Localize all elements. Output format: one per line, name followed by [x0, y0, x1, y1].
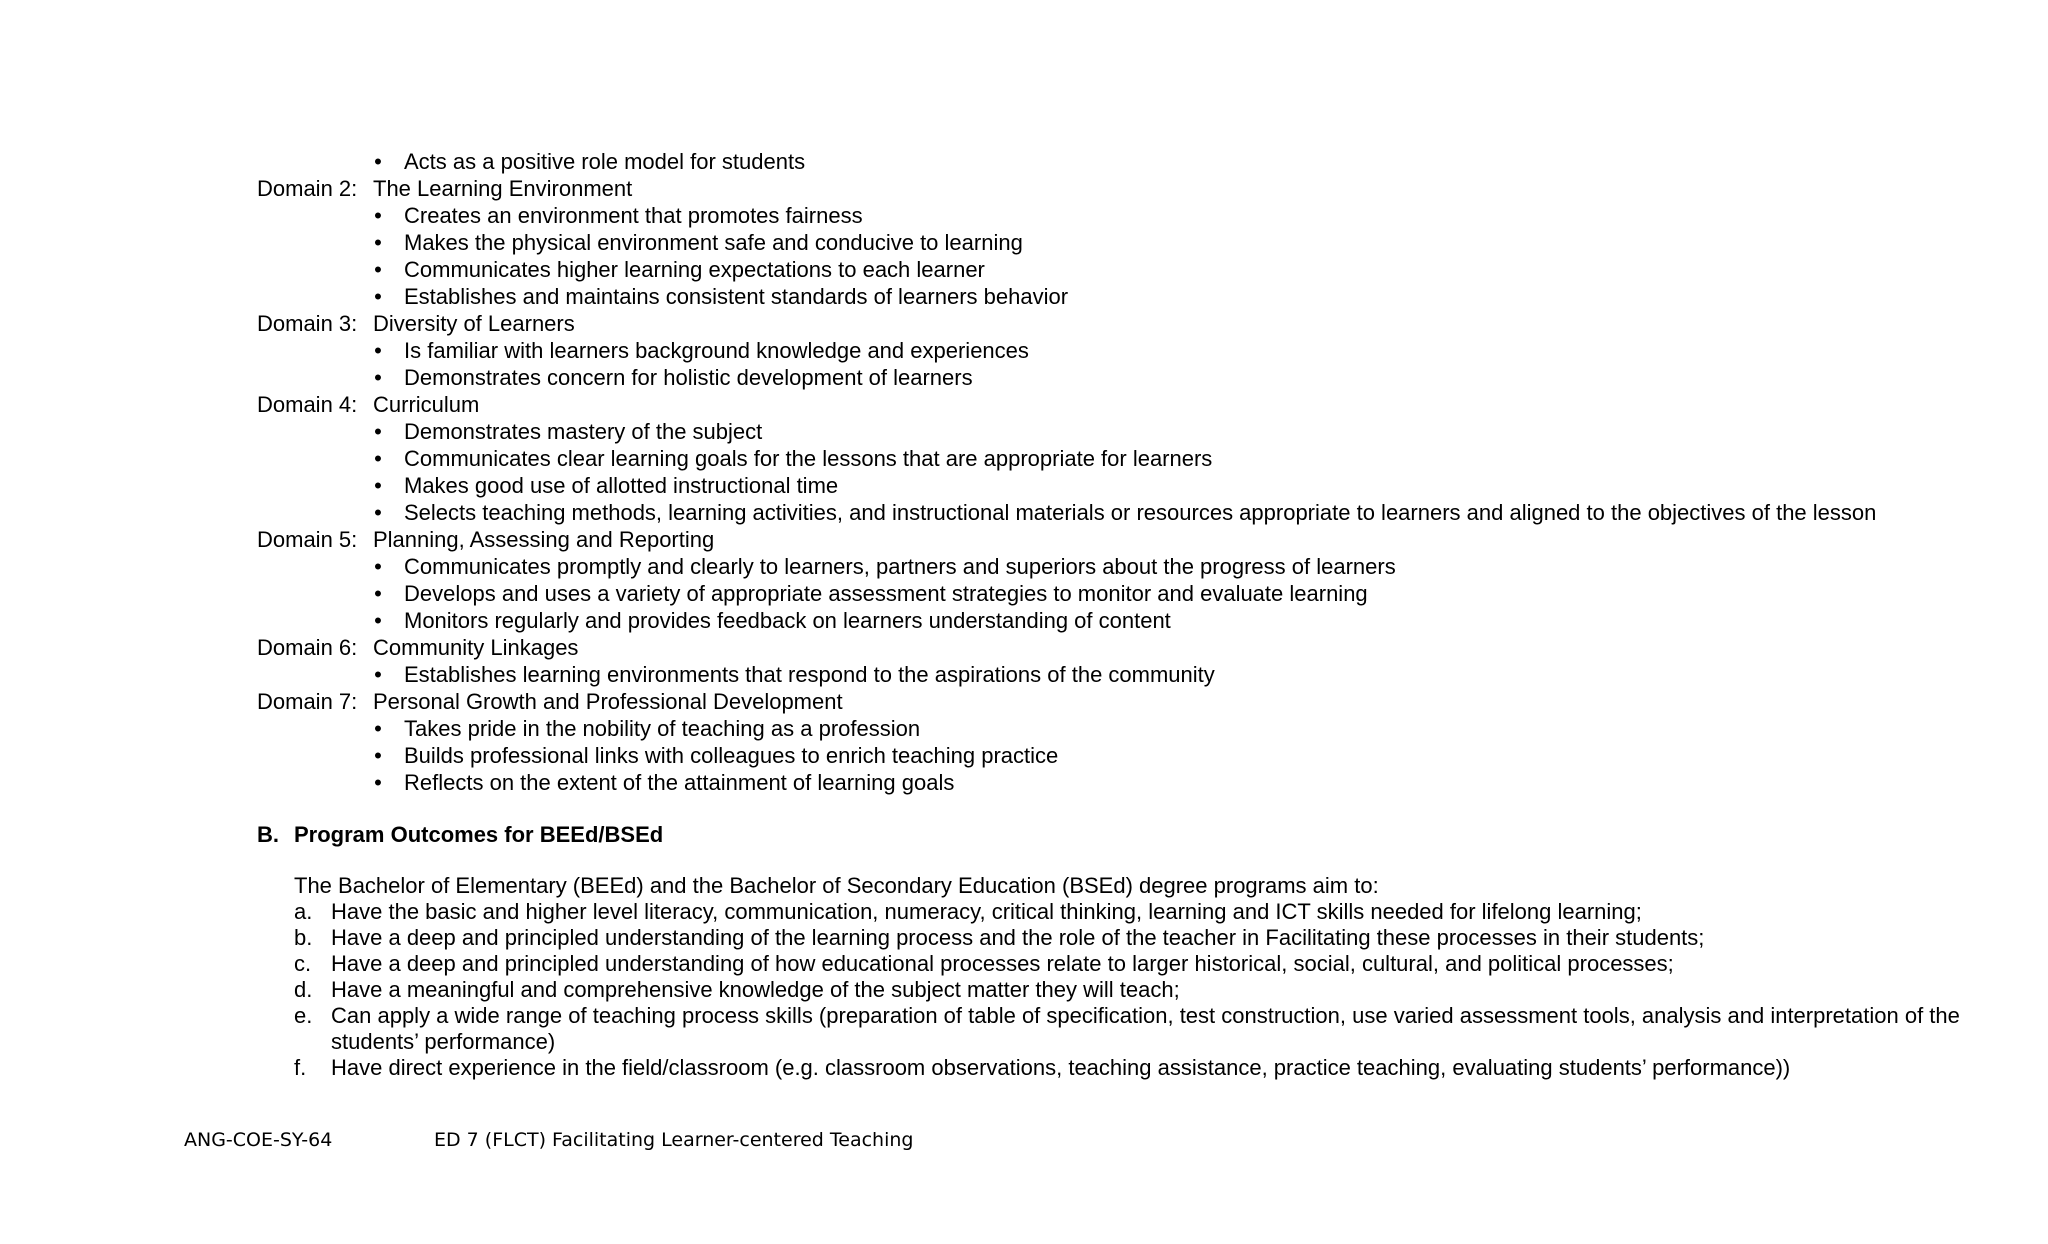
- bullet-text: Creates an environment that promotes fairness: [404, 203, 863, 228]
- bullet-item: [257, 256, 2017, 283]
- bullet-text: Establishes and maintains consistent standards of learners behavior: [404, 284, 1069, 309]
- bullet-item: [257, 229, 2017, 256]
- outcome-item: [257, 1055, 2017, 1081]
- bullet-item: [257, 742, 2017, 769]
- bullet-item: [257, 202, 2017, 229]
- domain-title: The Learning Environment: [373, 176, 633, 201]
- domain-heading: [257, 175, 2017, 202]
- domain-label: Domain 5:: [257, 527, 358, 552]
- domain-heading: [257, 310, 2017, 337]
- domain-heading: [257, 526, 2017, 553]
- outcome-text: Have a deep and principled understanding of the learning process and the role of the teacher in Facilitating these processes in their students;: [331, 925, 1705, 950]
- bullet-item: [257, 661, 2017, 688]
- domain-title: Curriculum: [373, 392, 480, 417]
- outcome-letter: c.: [294, 951, 312, 976]
- bullet-icon: •: [374, 500, 382, 525]
- bullet-text: Reflects on the extent of the attainment of learning goals: [404, 770, 955, 795]
- outcome-item: [257, 899, 2017, 925]
- bullet-item: [257, 769, 2017, 796]
- bullet-text: Is familiar with learners background knowledge and experiences: [404, 338, 1029, 363]
- bullet-text: Establishes learning environments that respond to the aspirations of the community: [404, 662, 1215, 687]
- domain-3: [257, 310, 2017, 391]
- domain-2: [257, 175, 2017, 310]
- bullet-icon: •: [374, 365, 382, 390]
- domain-7: [257, 688, 2017, 796]
- bullet-icon: •: [374, 338, 382, 363]
- domain-list: [257, 175, 2017, 796]
- bullet-item: [257, 283, 2017, 310]
- bullet-text: Takes pride in the nobility of teaching as a profession: [404, 716, 921, 741]
- bullet-icon: •: [374, 716, 382, 741]
- bullet-text: Builds professional links with colleagues to enrich teaching practice: [404, 743, 1059, 768]
- domain-title: Community Linkages: [373, 635, 579, 660]
- domain-heading: [257, 634, 2017, 661]
- bullet-item: [257, 418, 2017, 445]
- bullet-text: Develops and uses a variety of appropriate assessment strategies to monitor and evaluate learning: [404, 581, 1368, 606]
- bullet-text: Makes the physical environment safe and conducive to learning: [404, 230, 1023, 255]
- bullet-item: [257, 499, 2017, 526]
- bullet-text: Communicates clear learning goals for the lessons that are appropriate for learners: [404, 446, 1213, 471]
- bullet-icon: •: [374, 203, 382, 228]
- outcome-letter: f.: [294, 1055, 307, 1080]
- bullet-icon: •: [374, 473, 382, 498]
- bullet-icon: •: [374, 662, 382, 687]
- outcome-text: Have the basic and higher level literacy, communication, numeracy, critical thinking, learning and ICT skills needed for lifelong learning;: [331, 899, 1642, 924]
- section-letter: B.: [257, 822, 279, 847]
- bullet-icon: •: [374, 608, 382, 633]
- outcome-text: Can apply a wide range of teaching process skills (preparation of table of specification, test construction, use varied assessment tools, analysis and interpretation of the students’ performance): [331, 1003, 1960, 1054]
- bullet-icon: •: [374, 446, 382, 471]
- bullet-item: [257, 580, 2017, 607]
- outcome-item: [257, 925, 2017, 951]
- bullet-icon: •: [374, 743, 382, 768]
- bullet-icon: •: [374, 149, 382, 174]
- domain-label: Domain 4:: [257, 392, 358, 417]
- outcome-letter: e.: [294, 1003, 313, 1028]
- outcome-list: [257, 899, 2017, 1081]
- bullet-text: Monitors regularly and provides feedback on learners understanding of content: [404, 608, 1171, 633]
- domain-title: Diversity of Learners: [373, 311, 575, 336]
- bullet-item: [257, 148, 2017, 175]
- bullet-item: [257, 715, 2017, 742]
- bullet-icon: •: [374, 770, 382, 795]
- outcome-item: [257, 977, 2017, 1003]
- domain-title: Planning, Assessing and Reporting: [373, 527, 715, 552]
- bullet-text: Communicates promptly and clearly to learners, partners and superiors about the progress of learners: [404, 554, 1396, 579]
- bullet-item: [257, 445, 2017, 472]
- bullet-text: Selects teaching methods, learning activities, and instructional materials or resources appropriate to learners and aligned to the objectives of the lesson: [404, 500, 1877, 525]
- domain-6: [257, 634, 2017, 688]
- document-body: [257, 148, 2017, 1081]
- section-heading: [257, 821, 2017, 848]
- section-intro: The Bachelor of Elementary (BEEd) and the Bachelor of Secondary Education (BSEd) degree programs aim to:: [294, 873, 1379, 898]
- bullet-item: [257, 472, 2017, 499]
- bullet-icon: •: [374, 554, 382, 579]
- domain-title: Personal Growth and Professional Development: [373, 689, 843, 714]
- outcome-text: Have a deep and principled understanding of how educational processes relate to larger historical, social, cultural, and political processes;: [331, 951, 1674, 976]
- bullet-icon: •: [374, 419, 382, 444]
- outcome-letter: d.: [294, 977, 313, 1002]
- bullet-icon: •: [374, 257, 382, 282]
- domain-label: Domain 2:: [257, 176, 358, 201]
- domain-label: Domain 6:: [257, 635, 358, 660]
- bullet-item: [257, 553, 2017, 580]
- domain-label: Domain 7:: [257, 689, 358, 714]
- bullet-text: Demonstrates concern for holistic development of learners: [404, 365, 973, 390]
- bullet-text: Makes good use of allotted instructional time: [404, 473, 839, 498]
- outcome-item: [257, 1003, 2017, 1055]
- bullet-item: [257, 607, 2017, 634]
- bullet-text: Acts as a positive role model for students: [404, 149, 806, 174]
- bullet-item: [257, 364, 2017, 391]
- bullet-icon: •: [374, 284, 382, 309]
- bullet-icon: •: [374, 581, 382, 606]
- domain-heading: [257, 391, 2017, 418]
- domain-4: [257, 391, 2017, 526]
- section-title: Program Outcomes for BEEd/BSEd: [294, 822, 664, 847]
- outcome-letter: b.: [294, 925, 313, 950]
- domain-heading: [257, 688, 2017, 715]
- footer-course-title: ED 7 (FLCT) Facilitating Learner-centered Teaching: [434, 1129, 914, 1151]
- bullet-item: [257, 337, 2017, 364]
- outcome-text: Have direct experience in the field/classroom (e.g. classroom observations, teaching assistance, practice teaching, evaluating students’ performance)): [331, 1055, 1791, 1080]
- bullet-icon: •: [374, 230, 382, 255]
- outcome-letter: a.: [294, 899, 313, 924]
- outcome-text: Have a meaningful and comprehensive knowledge of the subject matter they will teach;: [331, 977, 1180, 1002]
- bullet-text: Demonstrates mastery of the subject: [404, 419, 763, 444]
- domain-label: Domain 3:: [257, 311, 358, 336]
- bullet-text: Communicates higher learning expectations to each learner: [404, 257, 985, 282]
- domain-5: [257, 526, 2017, 634]
- footer-document-code: ANG-COE-SY-64: [184, 1129, 333, 1151]
- outcome-item: [257, 951, 2017, 977]
